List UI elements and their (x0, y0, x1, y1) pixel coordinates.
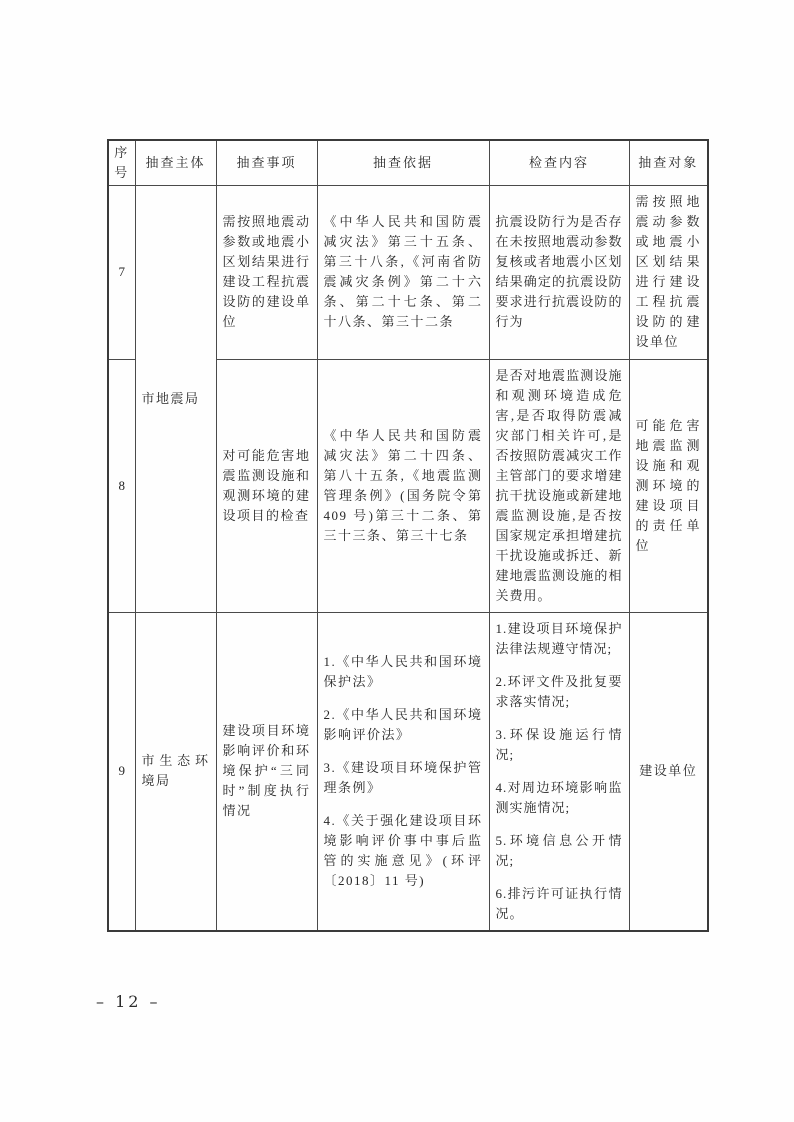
cell-item-7: 需按照地震动参数或地震小区划结果进行建设工程抗震设防的建设单位 (216, 185, 317, 359)
content-item-4: 4.对周边环境影响监测实施情况; (495, 779, 623, 815)
header-object: 抽查对象 (629, 140, 708, 185)
cell-content-8: 是否对地震监测设施和观测环境造成危害,是否取得防震减灾部门相关许可,是否按照防震减灾工作主管部门的要求增建抗干扰设施或新建地震监测设施,是否按国家规定承担增建抗干扰设施或拆迁、新建地震监测设施的相关费用。 (489, 359, 629, 612)
cell-item-8: 对可能危害地震监测设施和观测环境的建设项目的检查 (216, 359, 317, 612)
cell-item-9: 建设项目环境影响评价和环境保护“三同时”制度执行情况 (216, 612, 317, 931)
basis-item-3: 3.《建设项目环境保护管理条例》 (323, 759, 483, 795)
header-item: 抽查事项 (216, 140, 317, 185)
content-item-5: 5.环境信息公开情况; (495, 832, 623, 868)
basis-item-2: 2.《中华人民共和国环境影响评价法》 (323, 706, 483, 742)
table-row-7 (108, 185, 708, 359)
cell-basis-8: 《中华人民共和国防震减灾法》第二十四条、第八十五条,《地震监测管理条例》(国务院令第 409 号)第三十二条、第三十三条、第三十七条 (317, 359, 489, 612)
cell-basis-9 (317, 612, 489, 931)
cell-subject-earthquake-bureau: 市地震局 (135, 185, 216, 612)
table-header-row (108, 140, 708, 185)
cell-content-9 (489, 612, 629, 931)
cell-object-9: 建设单位 (629, 612, 708, 931)
content-item-3: 3.环保设施运行情况; (495, 726, 623, 762)
table-row-9 (108, 612, 708, 931)
content-item-1: 1.建设项目环境保护法律法规遵守情况; (495, 620, 623, 656)
basis-item-1: 1.《中华人民共和国环境保护法》 (323, 653, 483, 689)
cell-basis-7: 《中华人民共和国防震减灾法》第三十五条、第三十八条,《河南省防震减灾条例》第二十六条、第二十七条、第二十八条、第三十二条 (317, 185, 489, 359)
page-number: – 12 – (96, 992, 161, 1011)
content-item-6: 6.排污许可证执行情况。 (495, 885, 623, 921)
header-content: 检查内容 (489, 140, 629, 185)
cell-object-7: 需按照地震动参数或地震小区划结果进行建设工程抗震设防的建设单位 (629, 185, 708, 359)
header-subject: 抽查主体 (135, 140, 216, 185)
cell-content-7: 抗震设防行为是否存在未按照地震动参数复核或者地震小区划结果确定的抗震设防要求进行抗震设防的行为 (489, 185, 629, 359)
inspection-table (107, 139, 709, 932)
cell-no-7: 7 (108, 185, 135, 359)
cell-no-9: 9 (108, 612, 135, 931)
header-basis: 抽查依据 (317, 140, 489, 185)
cell-no-8: 8 (108, 359, 135, 612)
cell-object-8: 可能危害地震监测设施和观测环境的建设项目的责任单位 (629, 359, 708, 612)
content-item-2: 2.环评文件及批复要求落实情况; (495, 673, 623, 709)
cell-subject-ecology-bureau: 市生态环境局 (135, 612, 216, 931)
header-no: 序号 (108, 140, 135, 185)
basis-item-4: 4.《关于强化建设项目环境影响评价事中事后监管的实施意见》(环评〔2018〕11 号) (323, 812, 483, 888)
